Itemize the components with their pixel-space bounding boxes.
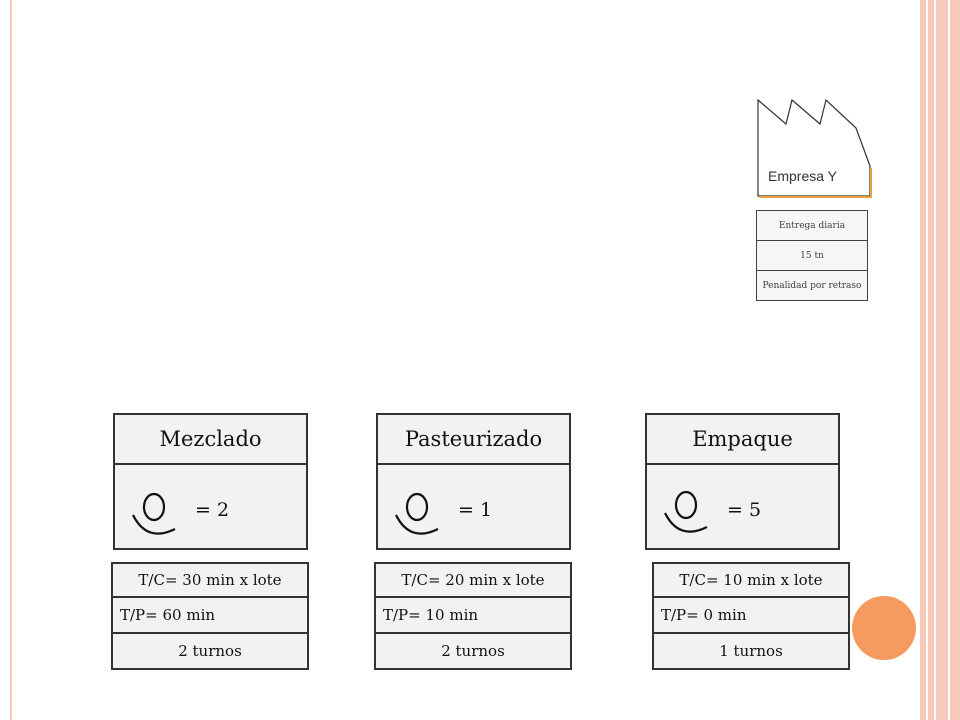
process-body (376, 463, 571, 550)
operator-icon (392, 491, 442, 537)
process-title: Pasteurizado (376, 413, 571, 465)
decorative-orange-circle (852, 596, 916, 660)
customer-factory (756, 96, 874, 198)
changeover-time: T/P= 10 min (374, 596, 572, 634)
process-box-empaque (645, 413, 840, 550)
cycle-time: T/C= 20 min x lote (374, 562, 572, 598)
operator-icon (661, 491, 711, 537)
operator-count: = 5 (727, 499, 762, 521)
delay-penalty: Penalidad por retraso (756, 270, 868, 301)
operator-count: = 1 (458, 499, 493, 521)
customer-name: Empresa Y (768, 168, 837, 184)
delivery-frequency: Entrega diaria (756, 210, 868, 241)
process-box-pasteurizado (376, 413, 571, 550)
shifts: 1 turnos (652, 632, 850, 670)
cycle-time: T/C= 30 min x lote (111, 562, 309, 598)
process-title: Empaque (645, 413, 840, 465)
cycle-time: T/C= 10 min x lote (652, 562, 850, 598)
customer-data-box (756, 210, 870, 300)
delivery-quantity: 15 tn (756, 240, 868, 271)
left-frame-line (10, 0, 12, 720)
shifts: 2 turnos (111, 632, 309, 670)
operator-icon (129, 491, 179, 537)
changeover-time: T/P= 60 min (111, 596, 309, 634)
process-data-pasteurizado (374, 562, 572, 670)
changeover-time: T/P= 0 min (652, 596, 850, 634)
process-data-mezclado (111, 562, 309, 670)
process-title: Mezclado (113, 413, 308, 465)
process-box-mezclado (113, 413, 308, 550)
right-decorative-stripes (920, 0, 960, 720)
operator-count: = 2 (195, 499, 230, 521)
process-body (645, 463, 840, 550)
shifts: 2 turnos (374, 632, 572, 670)
process-body (113, 463, 308, 550)
process-data-empaque (652, 562, 850, 670)
